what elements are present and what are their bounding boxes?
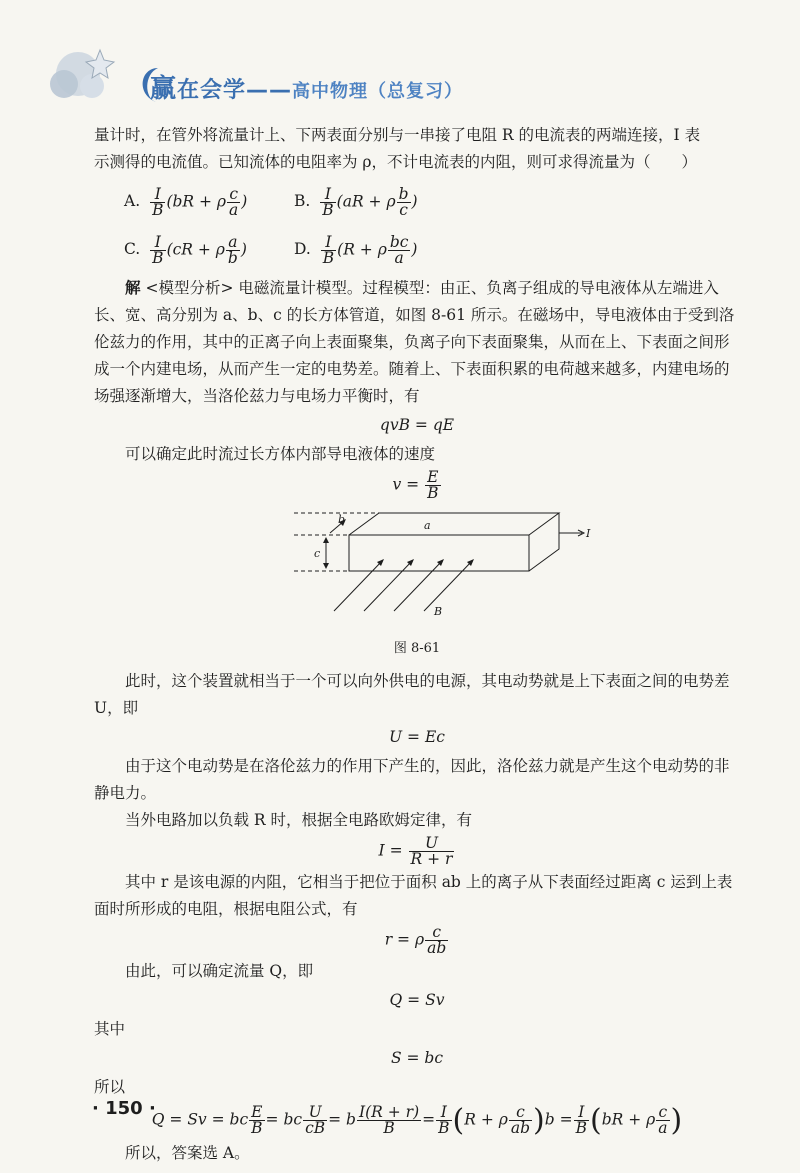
label-field-B: B: [434, 605, 443, 618]
header-brand-char: 赢: [150, 74, 178, 104]
figure-caption: 图 8-61: [393, 641, 441, 656]
question-line-1: 量计时，在管外将流量计上、下两表面分别与一串接了电阻 R 的电流表的两端连接，I 表: [94, 126, 701, 144]
solution-conclusion: 所以，答案选 A。: [125, 1144, 250, 1162]
header-dash: ——: [246, 78, 293, 103]
box-top-face: [349, 513, 559, 535]
header-book-title: 高中物理: [292, 81, 369, 102]
equation-flow: Q = Sv: [389, 991, 445, 1009]
equation-emf: U = Ec: [389, 728, 445, 746]
page-content: [94, 122, 740, 1167]
option-c: C. $\frac{I}{B}$ (cR + ρ $\frac{a}{b}$ ): [124, 232, 247, 267]
solution-paragraph-8: 其中: [94, 1020, 126, 1038]
box-side-face: [529, 513, 559, 571]
solution-paragraph-9: 所以: [94, 1078, 126, 1096]
question-line-2: 示测得的电流值。已知流体的电阻率为 ρ，不计电流表的内阻，则可求得流量为（ ）: [94, 153, 698, 171]
equation-final: Q = Sv = bc $\frac{E}{B}$ = bc $\frac{U}{cB}$ = b $\frac{I(R + r)}{B}$ = $\frac{I}{B}$ (R + ρ $\frac{c}{ab}$ )b = $\frac{I}{B}$ (bR + ρ $\frac{c}{a}$ ): [151, 1103, 683, 1138]
equation-resistance: r = ρ $\frac{c}{ab}$: [384, 923, 447, 957]
header-brand-rest: 在会学: [177, 78, 247, 103]
option-a: A. $\frac{I}{B}$ (bR + ρ $\frac{c}{a}$ ): [124, 184, 248, 219]
page-header: [40, 38, 760, 108]
equation-area: S = bc: [390, 1049, 444, 1067]
box-front-face: [349, 535, 529, 571]
option-d: D. $\frac{I}{B}$ (R + ρ $\frac{bc}{a}$ ): [294, 232, 418, 267]
solution-paragraph-4: 由于这个电动势是在洛伦兹力的作用下产生的，因此，洛伦兹力就是产生这个电动势的非静电力。: [94, 757, 730, 802]
solution-lead: 解: [125, 278, 141, 297]
label-c: c: [314, 547, 321, 560]
equation-velocity: v = $\frac{E}{B}$: [392, 468, 439, 502]
solution-paragraph-7: 由此，可以确定流量 Q，即: [125, 962, 314, 980]
solution-paragraph-5: 当外电路加以负载 R 时，根据全电路欧姆定律，有: [125, 811, 473, 829]
option-b: B. $\frac{I}{B}$ (aR + ρ $\frac{b}{c}$ ): [294, 184, 418, 219]
equation-force-balance: qvB = qE: [379, 416, 455, 434]
label-b: b: [338, 513, 346, 526]
solution-paragraph-1: 解 <模型分析> 电磁流量计模型。过程模型：由正、负离子组成的导电液体从左端进入长、宽、高分别为 a、b、c 的长方体管道，如图 8-61 所示。在磁场中，导电液体由于受到洛伦兹力的作用，其中的正离子向上表面聚集，负离子向下表面聚集，从而在上、下表面之间形成一个内建电场，从而产生一定的电势差。随着上、下表面积累的电荷越来越多，内建电场的场强逐渐增大，当洛伦兹力与电场力平衡时，有: [94, 278, 735, 405]
figure-8-61: [94, 503, 740, 631]
label-current-I: I: [586, 527, 591, 540]
header-title: [150, 68, 463, 105]
label-a: a: [424, 519, 431, 532]
flowmeter-diagram: [94, 503, 740, 631]
solution-paragraph-3: 此时，这个装置就相当于一个可以向外供电的电源，其电动势就是上下表面之间的电势差 U，即: [94, 672, 730, 717]
header-edition: （总复习）: [368, 81, 464, 102]
solution-paragraph-6: 其中 r 是该电源的内阻，它相当于把位于面积 ab 上的离子从下表面经过距离 c 运到上表面时所形成的电阻，根据电阻公式，有: [94, 873, 733, 918]
answer-options: [124, 178, 740, 274]
solution-paragraph-2: 可以确定此时流过长方体内部导电液体的速度: [125, 445, 436, 463]
equation-ohm: I = $\frac{U}{R + r}$: [378, 834, 453, 868]
page-number: · 150 ·: [92, 1098, 156, 1119]
